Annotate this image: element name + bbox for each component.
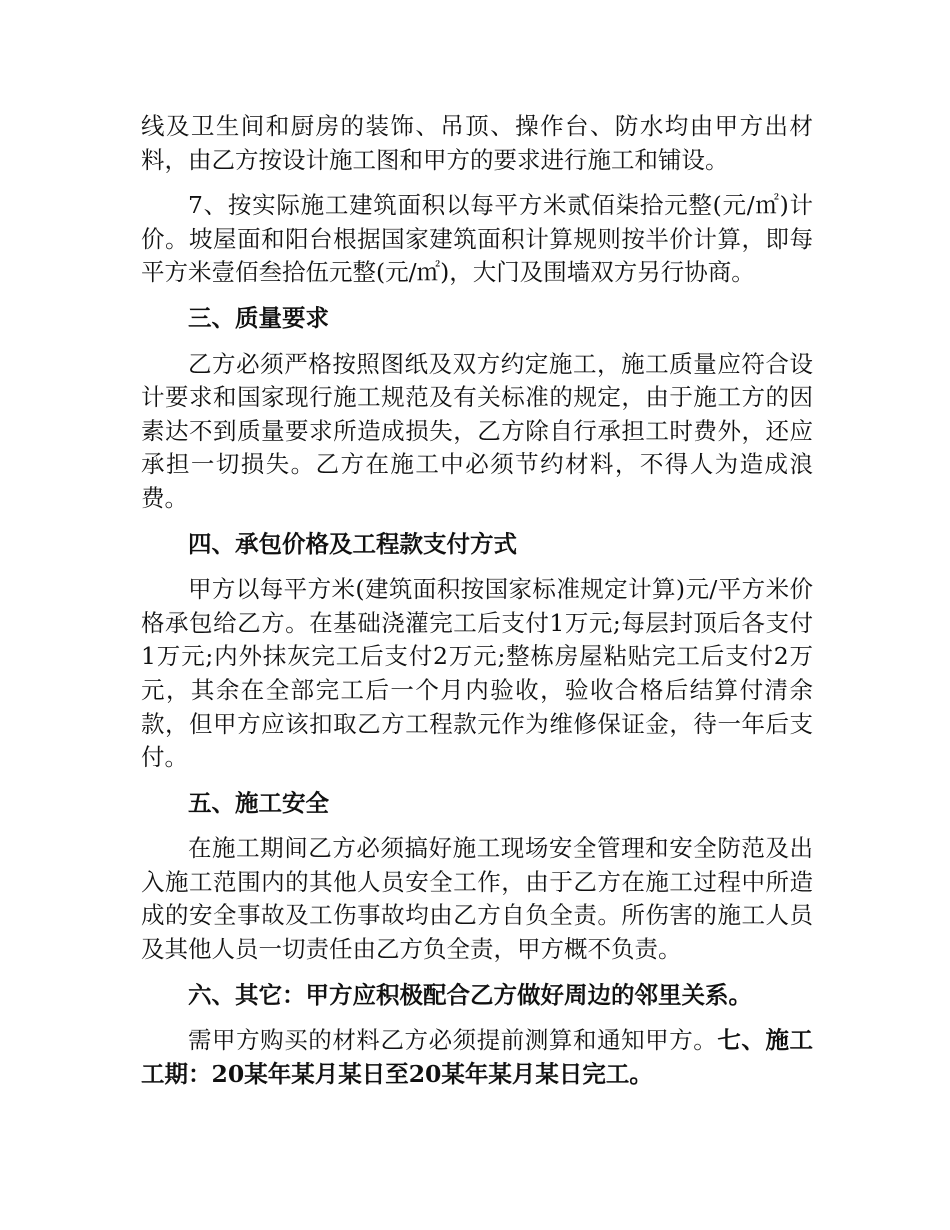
paragraph-continuation: 线及卫生间和厨房的装饰、吊顶、操作台、防水均由甲方出材料，由乙方按设计施工图和甲方的要求进行施工和铺设。 xyxy=(141,112,813,174)
paragraph-construction-safety: 在施工期间乙方必须搞好施工现场安全管理和安全防范及出入施工范围内的其他人员安全工作，由于乙方在施工过程中所造成的安全事故及工伤事故均由乙方自负全责。所伤害的施工人员及其他人员一切责任由乙方负全责，甲方概不负责。 xyxy=(141,834,813,964)
other-text: 需甲方购买的材料乙方必须提前测算和通知甲方。 xyxy=(188,1026,718,1055)
paragraph-price-and-payment: 甲方以每平方米(建筑面积按国家标准规定计算)元/平方米价格承包给乙方。在基础浇灌完工后支付1万元;每层封顶后各支付1万元;内外抹灰完工后支付2万元;整栋房屋粘贴完工后支付2万元，其余在全部完工后一个月内验收，验收合格后结算付清余款，但甲方应该扣取乙方工程款元作为维修保证金，待一年后支付。 xyxy=(141,575,813,772)
paragraph-item-7: 7、按实际施工建筑面积以每平方米贰佰柒拾元整(元/㎡)计价。坡屋面和阳台根据国家建筑面积计算规则按半价计算，即每平方米壹佰叁拾伍元整(元/㎡)，大门及围墙双方另行协商。 xyxy=(141,191,813,287)
paragraph-other-and-schedule xyxy=(141,1024,813,1091)
schedule-text: 七、施工工期：20某年某月某日至20某年某月某日完工。 xyxy=(141,1026,814,1088)
heading-price-and-payment: 四、承包价格及工程款支付方式 xyxy=(188,529,517,558)
document-page xyxy=(141,110,813,1103)
heading-quality-requirements: 三、质量要求 xyxy=(188,303,329,332)
heading-construction-safety: 五、施工安全 xyxy=(188,788,329,817)
paragraph-quality-requirements: 乙方必须严格按照图纸及双方约定施工，施工质量应符合设计要求和国家现行施工规范及有关标准的规定，由于施工方的因素达不到质量要求所造成损失，乙方除自行承担工时费外，还应承担一切损失。乙方在施工中必须节约材料，不得人为造成浪费。 xyxy=(141,349,813,512)
heading-other: 六、其它：甲方应积极配合乙方做好周边的邻里关系。 xyxy=(188,980,752,1009)
